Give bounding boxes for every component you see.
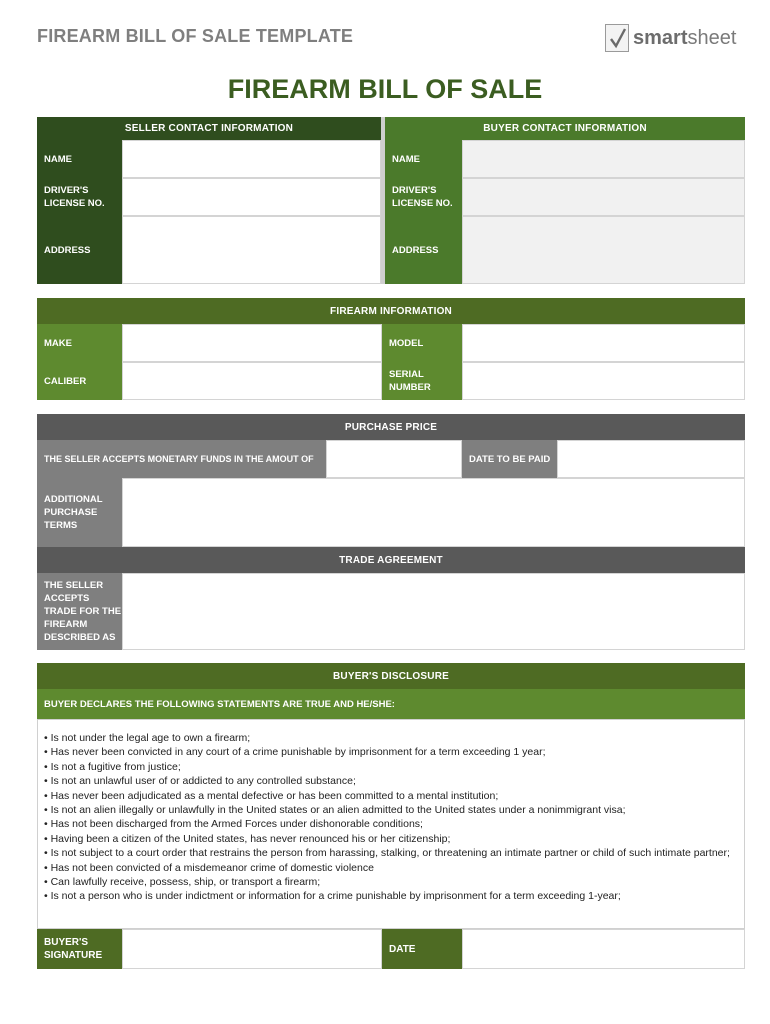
seller-license-field[interactable] [122, 178, 381, 216]
smartsheet-logo [605, 22, 736, 54]
trade-description-field[interactable] [122, 573, 745, 650]
checkmark-icon [605, 24, 629, 52]
disclosure-item: • Has never been adjudicated as a mental defective or has been committed to a mental institution; [44, 789, 499, 802]
monetary-funds-label: THE SELLER ACCEPTS MONETARY FUNDS IN THE AMOUT OF [37, 440, 326, 478]
disclosure-subheader: BUYER DECLARES THE FOLLOWING STATEMENTS ARE TRUE AND HE/SHE: [37, 689, 745, 719]
model-field[interactable] [462, 324, 745, 362]
disclosure-item: • Has never been convicted in any court of a crime punishable by imprisonment for a term exceeding 1 year; [44, 746, 546, 759]
caliber-label: CALIBER [37, 362, 122, 400]
additional-terms-field[interactable] [122, 478, 745, 547]
buyer-signature-label: BUYER'S SIGNATURE [37, 929, 122, 969]
date-to-be-paid-field[interactable] [557, 440, 745, 478]
signature-date-label: DATE [382, 929, 462, 969]
buyer-name-field[interactable] [462, 140, 745, 178]
seller-name-label: NAME [37, 140, 122, 178]
buyer-contact-header: BUYER CONTACT INFORMATION [385, 117, 745, 140]
make-field[interactable] [122, 324, 382, 362]
buyer-signature-field[interactable] [122, 929, 382, 969]
disclosure-item: • Is not an unlawful user of or addicted to any controlled substance; [44, 775, 356, 788]
disclosure-list [37, 719, 745, 929]
disclosure-item: • Is not an alien illegally or unlawfully in the United states or an alien admitted to the United states under a nonimmigrant visa; [44, 804, 626, 817]
seller-contact-header: SELLER CONTACT INFORMATION [37, 117, 381, 140]
seller-name-field[interactable] [122, 140, 381, 178]
buyer-license-label: DRIVER'S LICENSE NO. [385, 178, 462, 216]
buyer-address-label: ADDRESS [385, 216, 462, 284]
make-label: MAKE [37, 324, 122, 362]
buyers-disclosure-header: BUYER'S DISCLOSURE [37, 663, 745, 689]
disclosure-item: • Is not subject to a court order that restrains the person from harassing, stalking, or threatening an intimate partner or child of such intimate partner; [44, 847, 730, 860]
monetary-funds-field[interactable] [326, 440, 462, 478]
disclosure-item: • Has not been discharged from the Armed Forces under dishonorable conditions; [44, 818, 423, 831]
trade-accepts-label: THE SELLER ACCEPTS TRADE FOR THE FIREARM DESCRIBED AS [37, 573, 122, 650]
disclosure-item: • Has not been convicted of a misdemeanor crime of domestic violence [44, 861, 374, 874]
template-title: FIREARM BILL OF SALE TEMPLATE [37, 26, 354, 46]
trade-agreement-header: TRADE AGREEMENT [37, 547, 745, 573]
disclosure-item: • Is not a person who is under indictment or information for a crime punishable by imprisonment for a term exceeding 1-year; [44, 890, 621, 903]
date-to-be-paid-label: DATE TO BE PAID [462, 440, 557, 478]
signature-date-field[interactable] [462, 929, 745, 969]
buyer-name-label: NAME [385, 140, 462, 178]
logo-text-bold: smart [633, 26, 688, 49]
disclosure-item: • Is not a fugitive from justice; [44, 760, 181, 773]
page-title: FIREARM BILL OF SALE [227, 74, 543, 104]
purchase-price-header: PURCHASE PRICE [37, 414, 745, 440]
additional-terms-label: ADDITIONAL PURCHASE TERMS [37, 478, 122, 547]
serial-number-field[interactable] [462, 362, 745, 400]
logo-text: sheet [687, 26, 737, 49]
firearm-info-header: FIREARM INFORMATION [37, 298, 745, 324]
model-label: MODEL [382, 324, 462, 362]
seller-license-label: DRIVER'S LICENSE NO. [37, 178, 122, 216]
disclosure-item: • Is not under the legal age to own a firearm; [44, 732, 251, 744]
caliber-field[interactable] [122, 362, 382, 400]
disclosure-item: • Having been a citizen of the United states, has never renounced his or her citizenship; [44, 832, 451, 845]
disclosure-item: • Can lawfully receive, possess, ship, or transport a firearm; [44, 876, 321, 889]
seller-address-field[interactable] [122, 216, 381, 284]
serial-number-label: SERIAL NUMBER [382, 362, 462, 400]
seller-address-label: ADDRESS [37, 216, 122, 284]
buyer-address-field[interactable] [462, 216, 745, 284]
buyer-license-field[interactable] [462, 178, 745, 216]
